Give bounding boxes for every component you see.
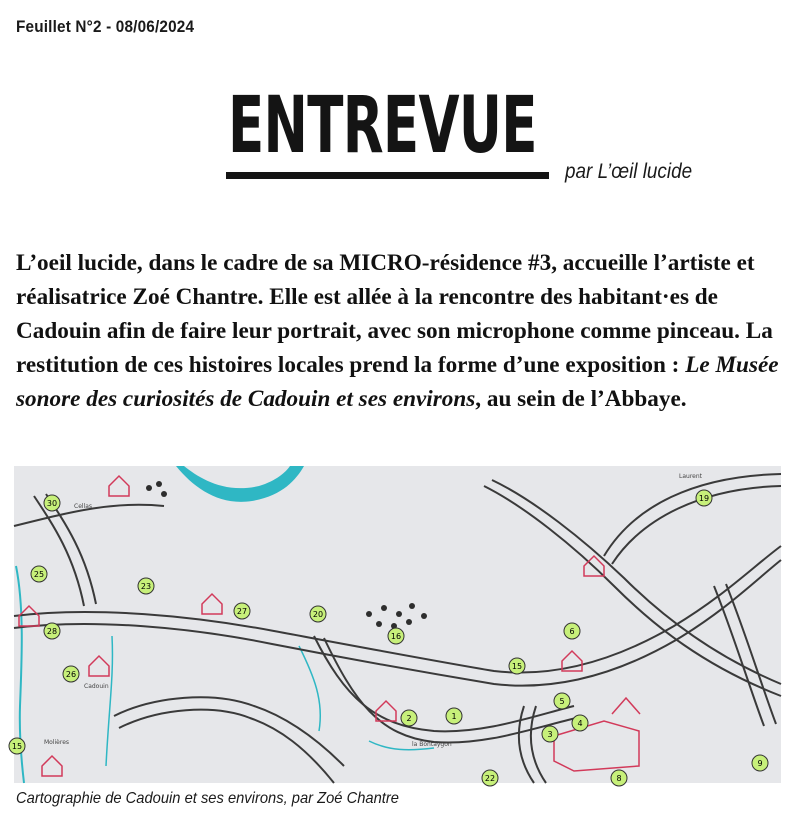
map-marker-label: 6 [569,627,575,636]
map-marker-label: 16 [390,632,402,641]
map-marker-label: 25 [33,570,45,579]
page-title: ENTREVUE [228,81,537,171]
exhibition-title: Le Musée sonore des curiosités de Cadouin et ses environs [16,352,779,412]
map-marker-label: 27 [236,607,248,616]
map-label: Cadouin [84,683,109,690]
map-marker-label: 28 [46,627,58,636]
map-marker-label: 3 [547,730,553,739]
map-marker-label: 15 [511,662,523,671]
map-marker-label: 15 [11,742,23,751]
map-label: Cellas [74,503,93,510]
map-marker-label: 19 [698,494,710,503]
map-marker-label: 2 [406,714,412,723]
map-label: la Bontaygon [412,741,452,748]
map-marker-label: 26 [65,670,77,679]
intro-paragraph [16,246,796,416]
map-marker-label: 1 [451,712,457,721]
map-marker-label: 22 [484,774,496,783]
map-caption: Cartographie de Cadouin et ses environs, par Zoé Chantre [16,790,399,807]
map-marker-label: 23 [140,582,152,591]
map-label: Molières [44,739,70,746]
map-illustration [11,466,781,783]
map-marker-label: 5 [559,697,565,706]
map-label: Laurent [679,473,703,480]
intro-text-end: , au sein de l’Abbaye. [475,386,687,412]
map-marker-label: 4 [577,719,583,728]
title-block [228,82,682,170]
map-marker-label: 9 [757,759,763,768]
byline: par L’œil lucide [565,160,693,183]
map-marker-label: 20 [312,610,324,619]
map-marker-label: 8 [616,774,622,783]
issue-line: Feuillet N°2 - 08/06/2024 [16,17,195,36]
intro-text: L’oeil lucide, dans le cadre de sa MICRO-résidence #3, accueille l’artiste et réalisatrice Zoé Chantre. Elle est allée à la rencontre des habitant·es de Cadouin afin de faire leur portrait, avec son microphone comme pinceau. La restitution de ces histoires locales prend la forme d’une exposition : [16,250,773,378]
hand-drawn-map [11,466,781,783]
title-underline [226,172,549,179]
map-marker-label: 30 [46,499,58,508]
